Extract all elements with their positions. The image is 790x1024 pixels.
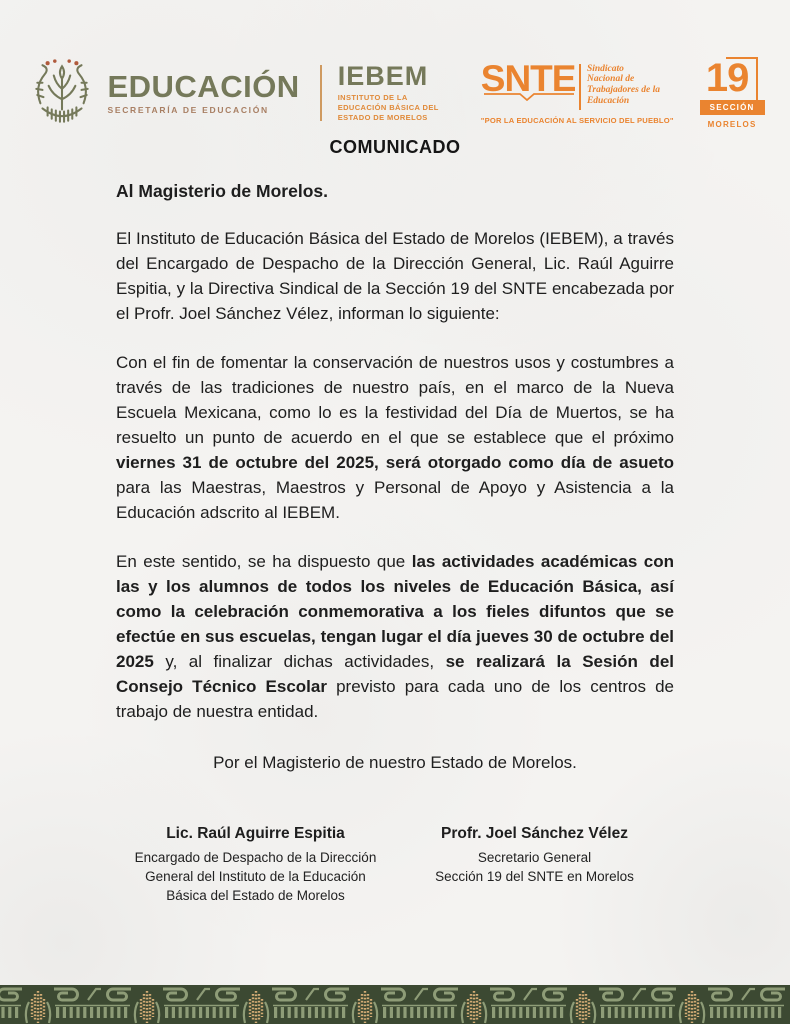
snte-motto: "POR LA EDUCACIÓN AL SERVICIO DEL PUEBLO"	[480, 115, 674, 125]
educacion-wordmark: EDUCACIÓN	[107, 69, 300, 104]
signature-block-left	[116, 825, 395, 905]
snte-full-name: Sindicato Nacional de Trabajadores de la Educación	[586, 63, 660, 107]
educacion-logo	[107, 71, 299, 115]
iebem-logo	[338, 63, 439, 122]
document-header	[0, 0, 790, 130]
body-paragraph: Con el fin de fomentar la conservación de nuestros usos y costumbres a través de las tradiciones de nuestro país, en el marco de la Nueva Escuela Mexicana, como lo es la festividad del Día de Muertos, se ha resuelto un punto de acuerdo en el que se establece que el próximo viernes 31 de octubre del 2025, será otorgado como día de asueto para las Maestras, Maestros y Personal de Apoyo y Asistencia a la Educación adscrito al IEBEM.	[116, 353, 674, 522]
body-paragraph: El Instituto de Educación Básica del Estado de Morelos (IEBEM), a través del Encargado de Despacho de la Dirección General, Lic. Raúl Aguirre Espitia, y la Directiva Sindical de la Sección 19 del SNTE encabezada por el Profr. Joel Sánchez Vélez, informan lo siguiente:	[116, 229, 674, 323]
signature-row	[116, 825, 674, 905]
iebem-wordmark: IEBEM	[337, 61, 429, 92]
educacion-emblem-icon	[25, 56, 99, 130]
body-paragraph: En este sentido, se ha dispuesto que las actividades académicas con las y los alumnos de todos los niveles de Educación Básica, así como la celebración conmemorativa a los fieles difuntos que se efectúe en sus escuelas, tengan lugar el día jueves 30 de octubre del 2025 y, al finalizar dichas actividades, se realizará la Sesión del Consejo Técnico Escolar previsto para cada uno de los centros de trabajo de nuestra entidad.	[116, 552, 674, 721]
snte-logo	[480, 57, 674, 125]
seccion19-badge	[700, 57, 765, 129]
salutation: Al Magisterio de Morelos.	[116, 181, 328, 201]
iebem-subtitle: INSTITUTO DE LA EDUCACIÓN BÁSICA DEL ESTADO DE MORELOS	[337, 93, 439, 122]
snte-bracket	[579, 64, 581, 110]
snte-wordmark: SNTE	[480, 57, 576, 99]
logo-divider	[320, 65, 322, 121]
footer-ornament-band	[0, 985, 790, 1024]
seccion19-label: SECCIÓN	[700, 100, 765, 115]
closing-line: Por el Magisterio de nuestro Estado de Morelos.	[213, 753, 577, 772]
signatory-role: Encargado de Despacho de la Dirección General del Instituto de la Educación Básica del Estado de Morelos	[134, 850, 377, 903]
seccion19-number: 19	[705, 56, 749, 100]
educacion-subtitle: SECRETARÍA DE EDUCACIÓN	[107, 105, 269, 115]
snte-underline-icon	[483, 93, 575, 101]
seccion19-region: MORELOS	[707, 120, 757, 129]
signatory-role: Secretario General Sección 19 del SNTE en Morelos	[435, 850, 634, 884]
signatory-name: Lic. Raúl Aguirre Espitia	[166, 825, 345, 842]
seccion19-frame	[726, 57, 758, 105]
document-body	[116, 181, 674, 905]
document-title: COMUNICADO	[329, 137, 461, 157]
signature-block-right	[395, 825, 674, 905]
aztec-border-pattern	[0, 985, 790, 1024]
signatory-name: Profr. Joel Sánchez Vélez	[441, 825, 628, 842]
